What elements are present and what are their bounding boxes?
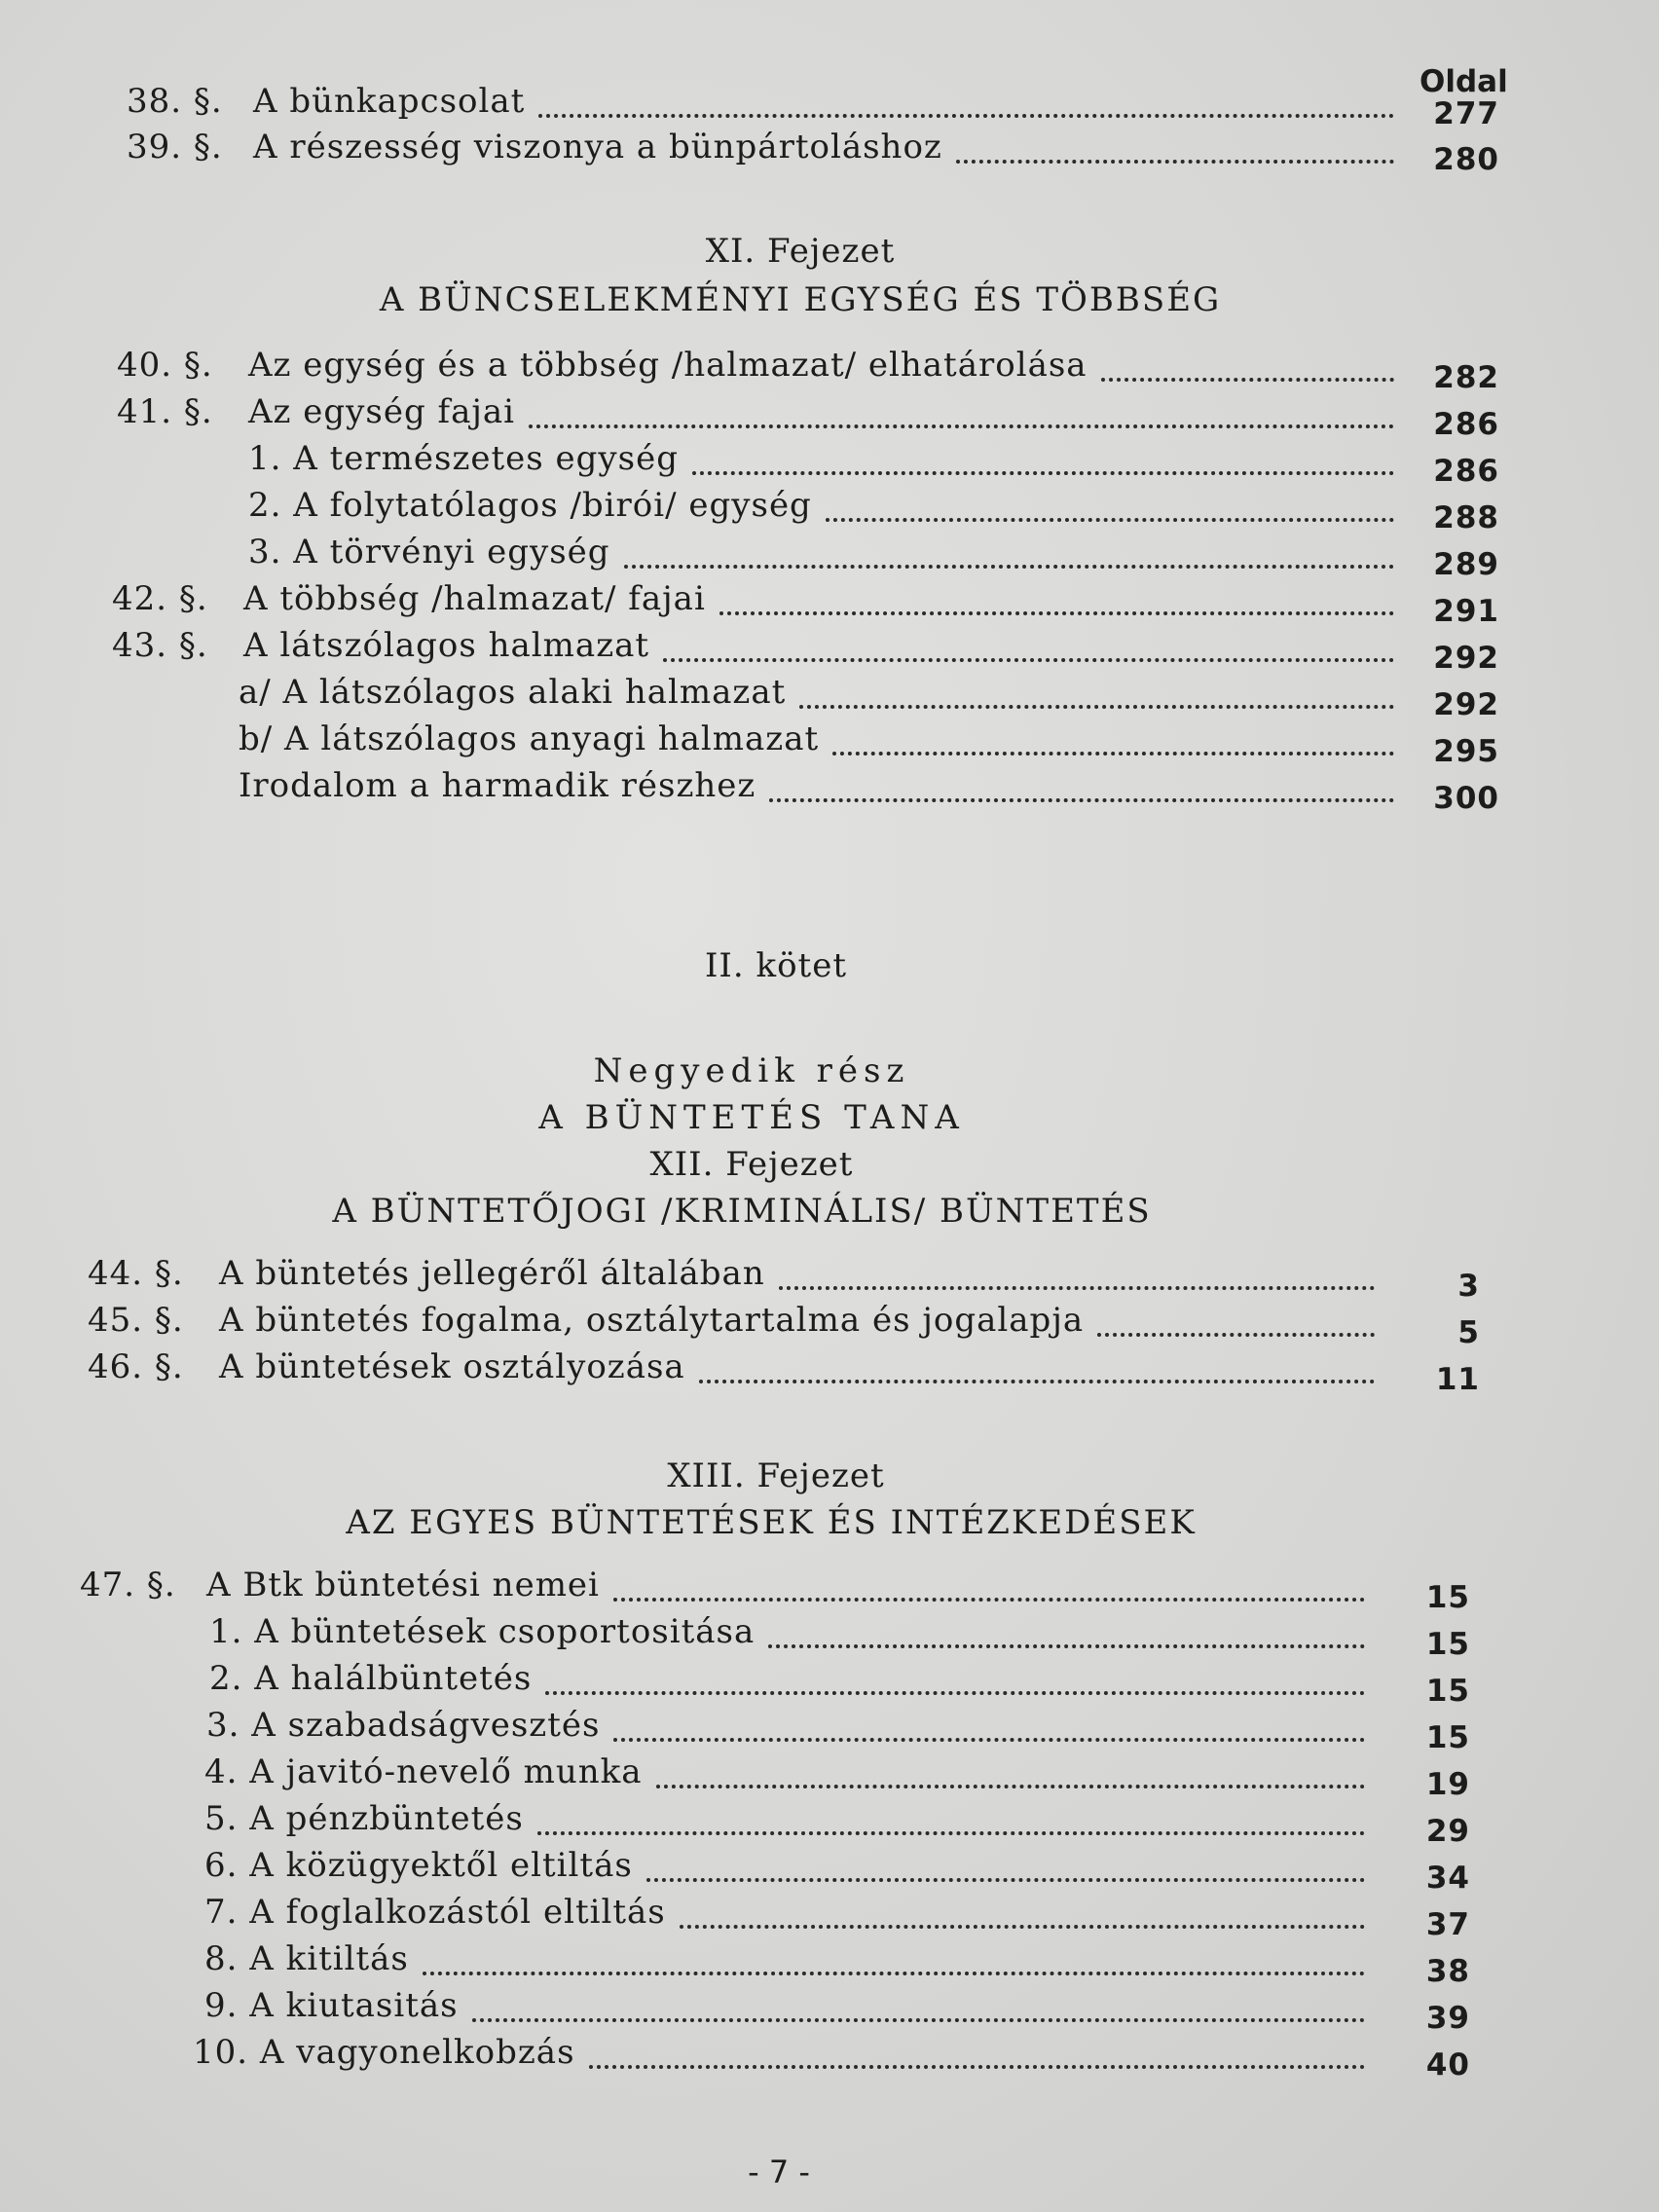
entry-title: b/ A látszólagos anyagi halmazat xyxy=(239,719,820,758)
entry-title: 4. A javitó-nevelő munka xyxy=(204,1752,643,1791)
part-label: Negyedik rész xyxy=(593,1051,910,1090)
toc-entry xyxy=(117,392,1499,442)
page-number: 19 xyxy=(1425,1767,1470,1802)
chapter-label: XII. Fejezet xyxy=(649,1145,854,1184)
toc-entry xyxy=(88,1254,1480,1304)
dot-leader xyxy=(699,1379,1375,1383)
section-number: 39. §. xyxy=(127,128,223,166)
chapter-title: A BÜNCSELEKMÉNYI EGYSÉG ÉS TÖBBSÉG xyxy=(379,280,1222,319)
dot-leader xyxy=(624,564,1394,569)
entry-title: 2. A halálbüntetés xyxy=(209,1659,533,1698)
page-number: 11 xyxy=(1435,1362,1480,1397)
page-number: 29 xyxy=(1425,1814,1470,1849)
dot-leader xyxy=(613,1597,1365,1602)
dot-leader xyxy=(656,1784,1365,1788)
page-number: 300 xyxy=(1433,781,1499,816)
page-number: 292 xyxy=(1433,687,1499,722)
chapter-label: XIII. Fejezet xyxy=(667,1456,885,1495)
page-number: 295 xyxy=(1433,734,1499,769)
entry-title: 1. A természetes egység xyxy=(248,439,679,478)
entry-title: 8. A kitiltás xyxy=(204,1939,409,1978)
page-number: 38 xyxy=(1425,1954,1470,1989)
dot-leader xyxy=(1101,377,1394,382)
toc-subentry xyxy=(193,2033,1470,2083)
chapter-label: XI. Fejezet xyxy=(705,232,896,271)
entry-title: 7. A foglalkozástól eltiltás xyxy=(204,1893,666,1932)
toc-subentry xyxy=(204,1752,1470,1802)
page-number: 288 xyxy=(1433,500,1499,535)
section-number: 38. §. xyxy=(127,82,223,121)
dot-leader xyxy=(589,2064,1365,2069)
entry-title: 9. A kiutasitás xyxy=(204,1986,459,2025)
dot-leader xyxy=(538,113,1394,118)
chapter-title: A BÜNTETŐJOGI /KRIMINÁLIS/ BÜNTETÉS xyxy=(332,1192,1152,1231)
volume-label: II. kötet xyxy=(705,946,847,985)
page-number: 5 xyxy=(1457,1315,1480,1350)
dot-leader xyxy=(423,1971,1365,1975)
dot-leader xyxy=(529,424,1394,428)
page-number: 15 xyxy=(1425,1674,1470,1709)
entry-title: 3. A törvényi egység xyxy=(248,533,610,571)
dot-leader xyxy=(768,1643,1365,1648)
section-number: 42. §. xyxy=(112,579,208,618)
page-number: 34 xyxy=(1425,1861,1470,1896)
section-number: 45. §. xyxy=(88,1301,184,1340)
entry-title: A büntetés fogalma, osztálytartalma és jogalapja xyxy=(219,1301,1085,1340)
toc-entry xyxy=(127,128,1499,177)
toc-subentry xyxy=(209,1612,1470,1662)
entry-title: A büntetések osztályozása xyxy=(219,1347,685,1386)
dot-leader xyxy=(692,470,1394,475)
page-number: 15 xyxy=(1425,1580,1470,1615)
dot-leader xyxy=(472,2017,1365,2022)
toc-entry xyxy=(88,1347,1480,1397)
page-number: 289 xyxy=(1433,547,1499,582)
page-number: 282 xyxy=(1433,360,1499,395)
toc-subentry xyxy=(209,1659,1470,1709)
dot-leader xyxy=(769,797,1394,802)
entry-title: 6. A közügyektől eltiltás xyxy=(204,1846,633,1885)
part-title: A BÜNTETÉS TANA xyxy=(538,1098,965,1137)
toc-subentry xyxy=(206,1706,1470,1755)
entry-title: Az egység és a többség /halmazat/ elhatárolása xyxy=(248,346,1088,385)
dot-leader xyxy=(1097,1332,1375,1337)
toc-entry xyxy=(117,346,1499,395)
page-number: 15 xyxy=(1425,1720,1470,1755)
page-number: 291 xyxy=(1433,594,1499,629)
dot-leader xyxy=(832,751,1394,756)
dot-leader xyxy=(680,1924,1365,1929)
section-number: 43. §. xyxy=(112,626,208,665)
section-number: 41. §. xyxy=(117,392,213,431)
dot-leader xyxy=(719,610,1394,615)
dot-leader xyxy=(663,657,1394,662)
page-number: 277 xyxy=(1433,96,1499,131)
entry-title: 5. A pénzbüntetés xyxy=(204,1799,524,1838)
page-number: 39 xyxy=(1425,2001,1470,2036)
section-number: 46. §. xyxy=(88,1347,184,1386)
toc-entry xyxy=(112,579,1499,629)
entry-title: A bünkapcsolat xyxy=(253,82,526,121)
dot-leader xyxy=(646,1877,1365,1882)
toc-subentry xyxy=(239,719,1499,769)
page-number: 286 xyxy=(1433,454,1499,489)
chapter-title: AZ EGYES BÜNTETÉSEK ÉS INTÉZKEDÉSEK xyxy=(346,1503,1197,1542)
dot-leader xyxy=(545,1690,1365,1695)
entry-title: A többség /halmazat/ fajai xyxy=(243,579,706,618)
toc-subentry xyxy=(248,533,1499,582)
page-number: 292 xyxy=(1433,641,1499,676)
toc-subentry xyxy=(248,486,1499,533)
page-number: 37 xyxy=(1425,1907,1470,1942)
entry-title: 10. A vagyonelkobzás xyxy=(193,2033,575,2072)
toc-entry xyxy=(127,82,1499,129)
toc-subentry xyxy=(204,1986,1470,2036)
toc-subentry xyxy=(239,766,1499,816)
toc-subentry xyxy=(204,1893,1470,1942)
entry-title: a/ A látszólagos alaki halmazat xyxy=(239,673,787,712)
dot-leader xyxy=(537,1830,1365,1835)
dot-leader xyxy=(779,1285,1375,1290)
entry-title: A részesség viszonya a bünpártoláshoz xyxy=(253,128,942,166)
page-number: 15 xyxy=(1425,1627,1470,1662)
toc-subentry xyxy=(248,439,1499,489)
entry-title: 3. A szabadságvesztés xyxy=(206,1706,601,1745)
section-number: 40. §. xyxy=(117,346,213,385)
entry-title: Irodalom a harmadik részhez xyxy=(239,766,756,805)
toc-subentry xyxy=(204,1846,1470,1896)
entry-title: Az egység fajai xyxy=(248,392,516,431)
page-folio: - 7 - xyxy=(748,2154,810,2191)
page-column-label: Oldal xyxy=(1419,64,1508,99)
page-number: 286 xyxy=(1433,407,1499,442)
toc-entry xyxy=(88,1301,1480,1350)
section-number: 44. §. xyxy=(88,1254,184,1293)
entry-title: 2. A folytatólagos /birói/ egység xyxy=(248,486,812,525)
page-number: 3 xyxy=(1457,1269,1480,1304)
dot-leader xyxy=(799,704,1394,709)
dot-leader xyxy=(956,159,1394,164)
section-number: 47. §. xyxy=(80,1566,176,1604)
toc-entry xyxy=(112,626,1499,676)
toc-subentry xyxy=(239,673,1499,722)
entry-title: A Btk büntetési nemei xyxy=(206,1566,600,1604)
dot-leader xyxy=(826,517,1394,522)
page-number: 280 xyxy=(1433,142,1499,177)
page-number: 40 xyxy=(1425,2047,1470,2083)
toc-subentry xyxy=(204,1799,1470,1849)
dot-leader xyxy=(613,1737,1365,1742)
entry-title: 1. A büntetések csoportositása xyxy=(209,1612,756,1651)
toc-entry xyxy=(80,1566,1470,1615)
toc-subentry xyxy=(204,1939,1470,1989)
entry-title: A látszólagos halmazat xyxy=(243,626,650,665)
entry-title: A büntetés jellegéről általában xyxy=(219,1254,765,1293)
